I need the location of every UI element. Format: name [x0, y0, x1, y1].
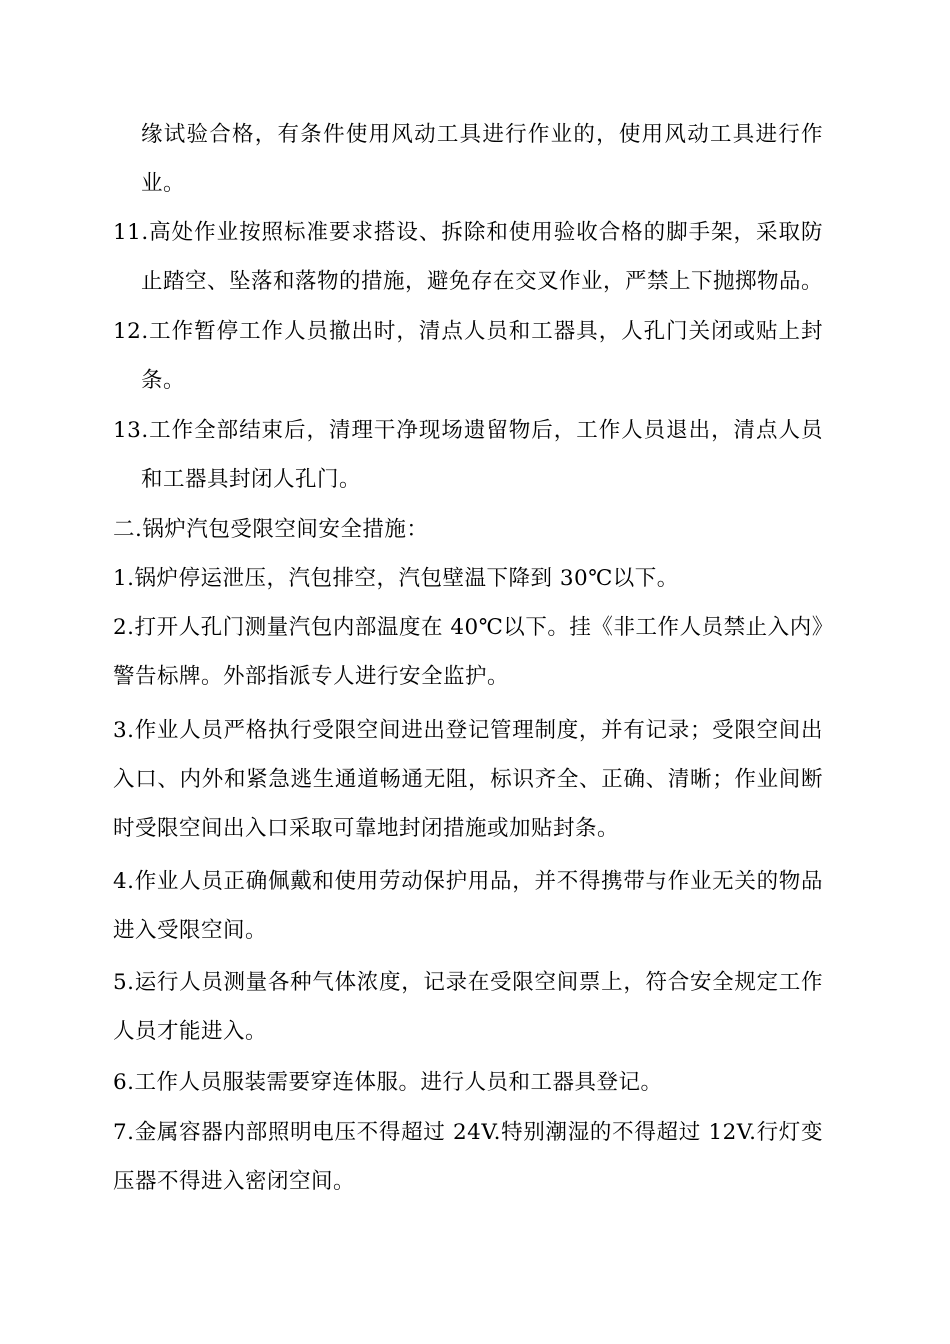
- section-item-2: 2.打开人孔门测量汽包内部温度在 40℃以下。挂《非工作人员禁止入内》警告标牌。外部指派专人进行安全监护。: [113, 615, 823, 689]
- section-heading: 二.锅炉汽包受限空间安全措施：: [113, 517, 429, 542]
- section-item-3: 3.作业人员严格执行受限空间进出登记管理制度，并有记录；受限空间出入口、内外和紧急逃生通道畅通无阻，标识齐全、正确、清晰；作业间断时受限空间出入口采取可靠地封闭措施或加贴封条。: [113, 718, 823, 841]
- item-11-paragraph: 11.高处作业按照标准要求搭设、拆除和使用验收合格的脚手架，采取防止踏空、坠落和落物的措施，避免存在交叉作业，严禁上下抛掷物品。: [113, 220, 824, 294]
- section-item-7: 7.金属容器内部照明电压不得超过 24V.特别潮湿的不得超过 12V.行灯变压器不得进入密闭空间。: [113, 1120, 823, 1194]
- section-item-1: 1.锅炉停运泄压，汽包排空，汽包壁温下降到 30℃以下。: [113, 566, 679, 591]
- item-12-paragraph: 12.工作暂停工作人员撤出时，清点人员和工器具，人孔门关闭或贴上封条。: [113, 319, 823, 393]
- section-item-6: 6.工作人员服装需要穿连体服。进行人员和工器具登记。: [113, 1070, 663, 1095]
- section-item-4: 4.作业人员正确佩戴和使用劳动保护用品，并不得携带与作业无关的物品进入受限空间。: [113, 869, 823, 943]
- continued-paragraph: 缘试验合格，有条件使用风动工具进行作业的，使用风动工具进行作业。: [141, 122, 823, 196]
- item-13-paragraph: 13.工作全部结束后，清理干净现场遗留物后，工作人员退出，清点人员和工器具封闭人孔门。: [113, 418, 823, 492]
- section-item-5: 5.运行人员测量各种气体浓度，记录在受限空间票上，符合安全规定工作人员才能进入。: [113, 970, 823, 1044]
